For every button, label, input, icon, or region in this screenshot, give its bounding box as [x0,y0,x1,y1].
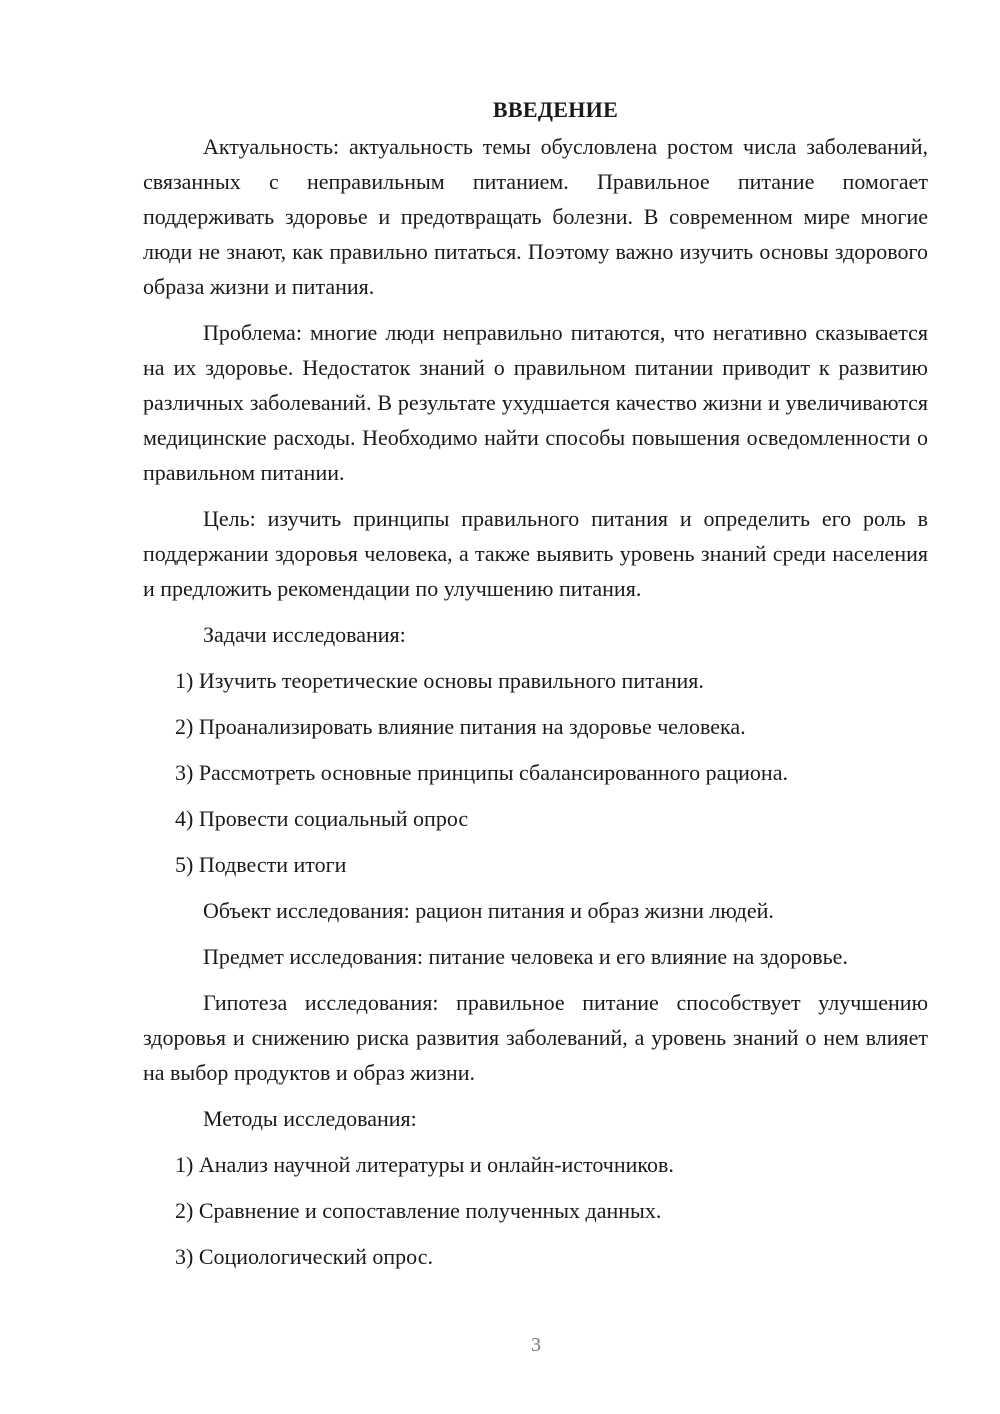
list-item: 1) Анализ научной литературы и онлайн-источников. [175,1152,674,1177]
tasks-heading: Задачи исследования: [203,622,406,647]
list-item: 3) Социологический опрос. [175,1244,433,1269]
paragraph-hypothesis: Гипотеза исследования: правильное питание способствует улучшению здоровья и снижению риска развития заболеваний, а уровень знаний о нем влияет на выбор продуктов и образ жизни. [143,990,928,1085]
list-item: 2) Проанализировать влияние питания на здоровье человека. [175,714,746,739]
list-item: 5) Подвести итоги [175,852,347,877]
list-item: 2) Сравнение и сопоставление полученных данных. [175,1198,662,1223]
paragraph-relevance: Актуальность: актуальность темы обусловлена ростом числа заболеваний, связанных с неправильным питанием. Правильное питание помогает поддерживать здоровье и предотвращать болезни. В современном мире многие люди не знают, как правильно питаться. Поэтому важно изучить основы здорового образа жизни и питания. [143,134,928,299]
paragraph-subject: Предмет исследования: питание человека и его влияние на здоровье. [203,944,848,969]
paragraph-problem: Проблема: многие люди неправильно питаются, что негативно сказывается на их здоровье. Недостаток знаний о правильном питании приводит к развитию различных заболеваний. В результате ухудшается качество жизни и увеличиваются медицинские расходы. Необходимо найти способы повышения осведомленности о правильном питании. [143,320,928,485]
paragraph-object: Объект исследования: рацион питания и образ жизни людей. [203,898,774,923]
page-title: ВВЕДЕНИЕ [492,97,619,122]
paragraph-goal: Цель: изучить принципы правильного питания и определить его роль в поддержании здоровья человека, а также выявить уровень знаний среди населения и предложить рекомендации по улучшению питания. [143,506,928,601]
tasks-list [143,663,928,882]
methods-list [143,1147,928,1274]
methods-heading: Методы исследования: [203,1106,417,1131]
page-number: 3 [531,1334,541,1356]
list-item: 4) Провести социальный опрос [175,806,469,831]
list-item: 3) Рассмотреть основные принципы сбалансированного рациона. [175,760,788,785]
list-item: 1) Изучить теоретические основы правильного питания. [175,668,704,693]
document-page [143,92,928,1285]
